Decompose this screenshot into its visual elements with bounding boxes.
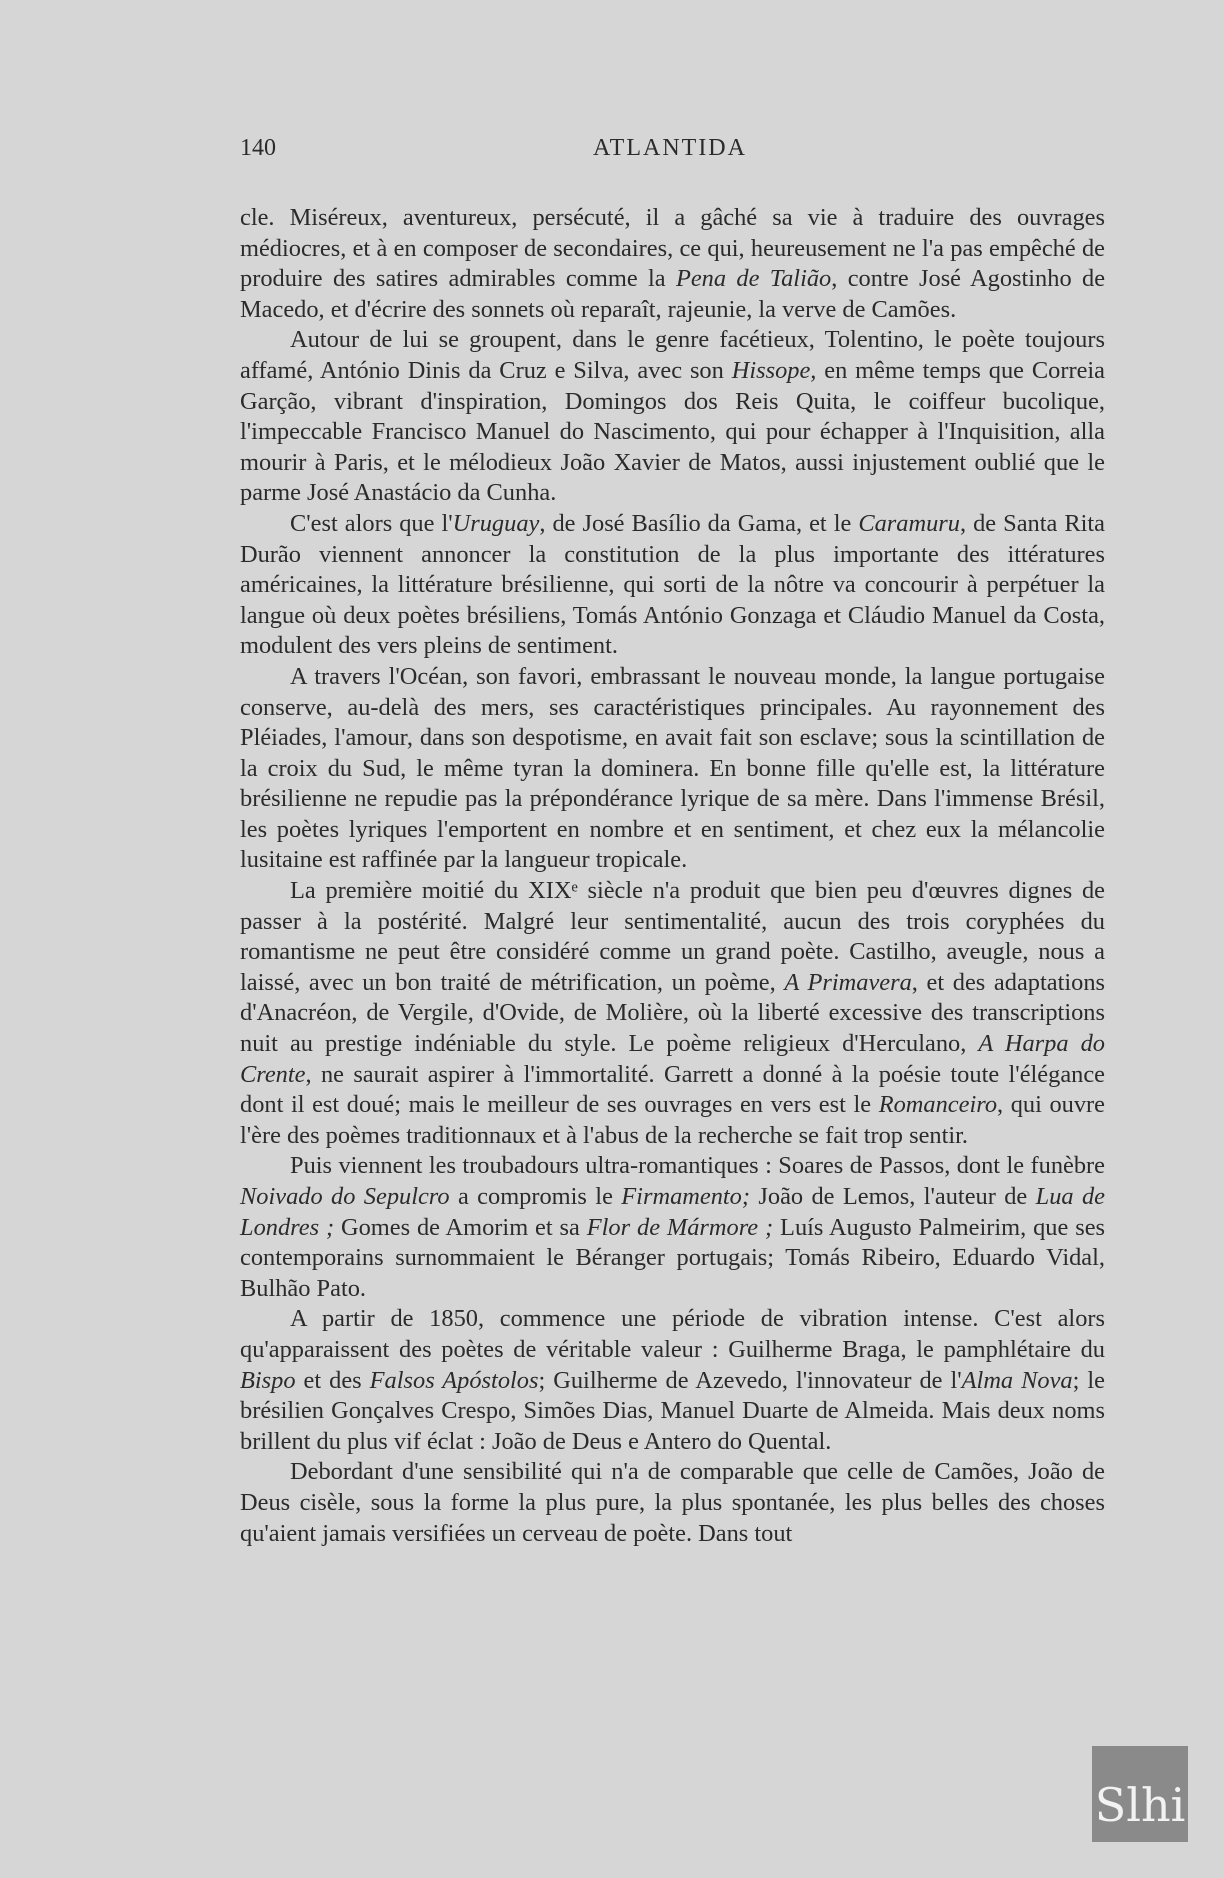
paragraph <box>240 1304 1105 1457</box>
text-run: La première moitié du XIXᵉ siècle n'a produit que bien peu d'œuvres dignes de passer à la postérité. Malgré leur sentimentalité, aucun des trois coryphées du romantisme ne peut être considéré comme un grand poète. Castilho, aveugle, nous a laissé, avec un bon traité de métrification, un poème, <box>240 877 1105 996</box>
page-header <box>240 135 1100 169</box>
text-run: , ne saurait aspirer à l'immortalité. Garrett a donné à la poésie toute l'élégance dont il est doué; mais le meilleur de ses ouvrages en vers est le <box>240 1060 1105 1119</box>
italic-title: A Harpa do Crente <box>240 1030 1105 1088</box>
text-run: A travers l'Océan, son favori, embrassant le nouveau monde, la langue portugaise conserve, au-delà des mers, ses caractéristiques principales. Au rayonnement des Pléiades, l'amour, dans son despotisme, en avait fait son esclave; sous la scintillation de la croix du Sud, le même tyran la dominera. En bonne fille qu'elle est, la littérature brésilienne ne repudie pas la prépondérance lyrique de sa mère. Dans l'immense Brésil, les poètes lyriques l'emportent en nombre et en sentiment, et chez eux la mélancolie lusitaine est raffinée par la langueur tropicale. <box>240 662 1105 874</box>
text-run: , et des adaptations d'Anacréon, de Vergile, d'Ovide, de Molière, où la liberté excessive des transcriptions nuit au prestige indéniable du style. Le poème religieux d'Herculano, <box>240 968 1106 1058</box>
text-run: Debordant d'une sensibilité qui n'a de comparable que celle de Camões, João de Deus cisèle, sous la forme la plus pure, la plus spontanée, les plus belles des choses qu'aient jamais versifiées un cerveau de poète. Dans tout <box>240 1458 1105 1547</box>
italic-title: Lua de Londres ; <box>240 1183 1105 1241</box>
text-run: ; Guilherme de Azevedo, l'innovateur de l' <box>538 1366 962 1394</box>
paragraph <box>240 509 1105 662</box>
paragraph <box>240 325 1105 509</box>
text-run: et des <box>295 1366 370 1394</box>
italic-title: Alma Nova <box>961 1366 1073 1394</box>
running-head: ATLANTIDA <box>593 135 747 161</box>
page-number: 140 <box>240 135 276 161</box>
text-run: en même temps que Correia Garção, vibrant d'inspiration, Domingos dos Reis Quita, le coiffeur bucolique, l'impeccable Francisco Manuel do Nascimento, qui pour échapper à l'Inquisition, alla mourir à Paris, et le mélodieux João Xavier de Matos, aussi injustement oublié que le parme José Anastácio da Cunha. <box>240 356 1105 507</box>
library-stamp <box>1092 1746 1188 1842</box>
italic-title: A Primavera <box>784 968 912 996</box>
text-run: , qui ouvre l'ère des poèmes traditionnaux et à l'abus de la recherche se fait trop sentir. <box>240 1091 1106 1149</box>
italic-title: Hissope, <box>731 356 817 384</box>
text-run: , de Santa Rita Durão viennent annoncer la constitution de la plus importante des ittératures américaines, la littérature brésilienne, qui sorti de la nôtre va concourir à perpétuer la langue où deux poètes brésiliens, Tomás António Gonzaga et Cláudio Manuel da Costa, modulent des vers pleins de sentiment. <box>240 509 1106 660</box>
italic-title: Firmamento; <box>621 1183 750 1210</box>
paragraph <box>240 662 1105 876</box>
italic-title: Caramuru <box>858 509 960 537</box>
text-run: Luís Augusto Palmeirim, que ses contemporains surnommaient le Béranger portugais; Tomás Ribeiro, Eduardo Vidal, Bulhão Pato. <box>240 1213 1106 1302</box>
body-text <box>240 203 1105 1549</box>
text-run: , contre José Agostinho de Macedo, et d'écrire des sonnets où reparaît, rajeunie, la verve de Camões. <box>240 265 1106 323</box>
italic-title: Bispo <box>240 1366 296 1394</box>
text-run: Gomes de Amorim et sa <box>334 1213 587 1241</box>
text-run: C'est alors que l' <box>290 509 453 537</box>
italic-title: Falsos Apóstolos <box>369 1366 539 1394</box>
italic-title: Romanceiro <box>878 1091 998 1119</box>
paragraph <box>240 1151 1105 1304</box>
text-run: Autour de lui se groupent, dans le genre facétieux, Tolentino, le poète toujours affamé, António Dinis da Cruz e Silva, avec son <box>240 326 1105 384</box>
text-run: , de José Basílio da Gama, et le <box>539 509 859 537</box>
text-run: a compromis le <box>449 1183 622 1210</box>
text-run: A partir de 1850, commence une période de vibration intense. C'est alors qu'apparaissent des poètes de véritable valeur : Guilherme Braga, le pamphlétaire du <box>240 1305 1105 1363</box>
italic-title: Flor de Mármore ; <box>586 1213 774 1241</box>
text-run: cle. Miséreux, aventureux, persécuté, il a gâché sa vie à traduire des ouvrages médiocres, et à en composer de secondaires, ce qui, heureusement ne l'a pas empêché de produire des satires admirables comme la <box>240 204 1105 293</box>
italic-title: Noivado do Sepulcro <box>240 1183 450 1210</box>
text-run: ; le brésilien Gonçalves Crespo, Simões Dias, Manuel Duarte de Almeida. Mais deux noms brillent du plus vif éclat : João de Deus e Antero do Quental. <box>240 1366 1105 1455</box>
stamp-text: Slhi <box>1094 1778 1186 1832</box>
italic-title: Pena de Talião <box>675 265 832 293</box>
text-run: João de Lemos, l'auteur de <box>750 1183 1036 1210</box>
text-run: Puis viennent les troubadours ultra-romantiques : Soares de Passos, dont le funèbre <box>290 1152 1105 1180</box>
italic-title: Uruguay <box>452 509 540 537</box>
paragraph <box>240 1457 1105 1549</box>
paragraph <box>240 876 1105 1151</box>
paragraph <box>240 203 1105 325</box>
